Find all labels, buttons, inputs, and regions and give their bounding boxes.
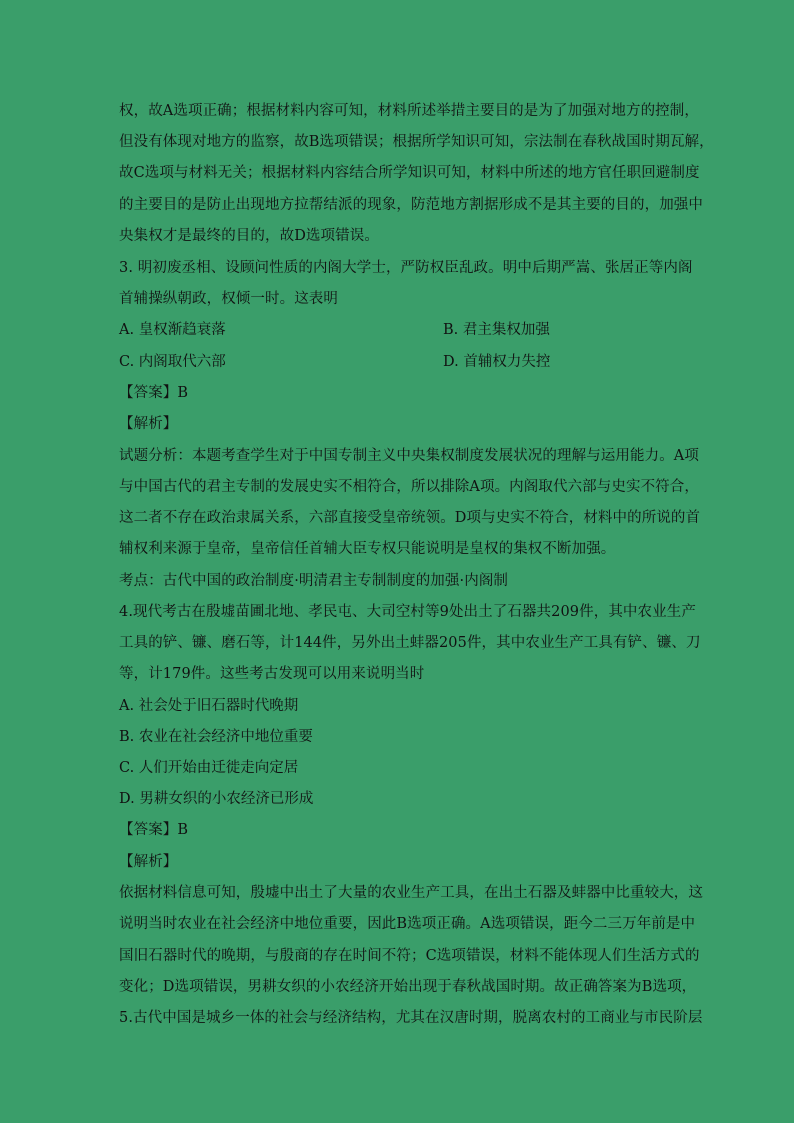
- question-4-stem: 4.现代考古在殷墟苗圃北地、孝民屯、大司空村等9处出土了石器共209件，其中农业生产: [119, 604, 696, 620]
- question-4-option-d: D. 男耕女织的小农经济已形成: [119, 791, 314, 807]
- paragraph-line: 但没有体现对地方的监察，故B选项错误；根据所学知识可知，宗法制在春秋战国时期瓦解，: [119, 134, 714, 150]
- question-5-stem: 5.古代中国是城乡一体的社会与经济结构，尤其在汉唐时期，脱离农村的工商业与市民阶层: [119, 1010, 703, 1026]
- question-4-analysis-line: 说明当时农业在社会经济中地位重要，因此B选项正确。A选项错误，距今二三万年前是中: [119, 916, 696, 932]
- question-3-analysis-line: 与中国古代的君主专制的发展史实不相符合，所以排除A项。内阁取代六部与史实不符合，: [119, 479, 699, 495]
- question-3-stem: 首辅操纵朝政，权倾一时。这表明: [119, 291, 338, 307]
- question-4-analysis-line: 变化；D选项错误，男耕女织的小农经济开始出现于春秋战国时期。故正确答案为B选项，: [119, 979, 697, 995]
- question-4-analysis-line: 国旧石器时代的晚期，与殷商的存在时间不符；C选项错误，材料不能体现人们生活方式的: [119, 948, 700, 964]
- paragraph-line: 故C选项与材料无关；根据材料内容结合所学知识可知，材料中所述的地方官任职回避制度: [119, 165, 700, 181]
- question-4-option-c: C. 人们开始由迁徙走向定居: [119, 760, 299, 776]
- question-4-option-a: A. 社会处于旧石器时代晚期: [119, 698, 299, 714]
- question-3-option-b: B. 君主集权加强: [443, 322, 550, 338]
- question-3-option-d: D. 首辅权力失控: [443, 354, 551, 370]
- question-4-analysis-label: 【解析】: [119, 854, 178, 870]
- paragraph-line: 的主要目的是防止出现地方拉帮结派的现象，防范地方割据形成不是其主要的目的，加强中: [119, 197, 703, 213]
- question-4-stem: 工具的铲、镰、磨石等，计144件，另外出土蚌器205件，其中农业生产工具有铲、镰、刀: [119, 635, 701, 651]
- question-3-kaodian: 考点：古代中国的政治制度·明清君主专制制度的加强·内阁制: [119, 573, 509, 589]
- question-3-analysis-label: 【解析】: [119, 416, 178, 432]
- question-4-answer: 【答案】B: [119, 822, 189, 838]
- question-3-option-a: A. 皇权渐趋衰落: [119, 322, 226, 338]
- question-4-analysis-line: 依据材料信息可知，殷墟中出土了大量的农业生产工具，在出土石器及蚌器中比重较大，这: [119, 885, 703, 901]
- question-3-answer: 【答案】B: [119, 385, 189, 401]
- question-4-stem: 等，计179件。这些考古发现可以用来说明当时: [119, 666, 425, 682]
- question-3-stem: 3. 明初废丞相、设顾问性质的内阁大学士，严防权臣乱政。明中后期严嵩、张居正等内阁: [119, 260, 693, 276]
- question-4-option-b: B. 农业在社会经济中地位重要: [119, 729, 313, 745]
- question-3-analysis-line: 这二者不存在政治隶属关系，六部直接受皇帝统领。D项与史实不符合，材料中的所说的首: [119, 510, 701, 526]
- paragraph-line: 央集权才是最终的目的，故D选项错误。: [119, 228, 379, 244]
- paragraph-line: 权，故A选项正确；根据材料内容可知，材料所述举措主要目的是为了加强对地方的控制，: [119, 103, 699, 119]
- question-3-analysis-line: 试题分析：本题考查学生对于中国专制主义中央集权制度发展状况的理解与运用能力。A项: [119, 448, 699, 464]
- question-3-option-c: C. 内阁取代六部: [119, 354, 226, 370]
- question-3-analysis-line: 辅权利来源于皇帝，皇帝信任首辅大臣专权只能说明是皇权的集权不断加强。: [119, 541, 616, 557]
